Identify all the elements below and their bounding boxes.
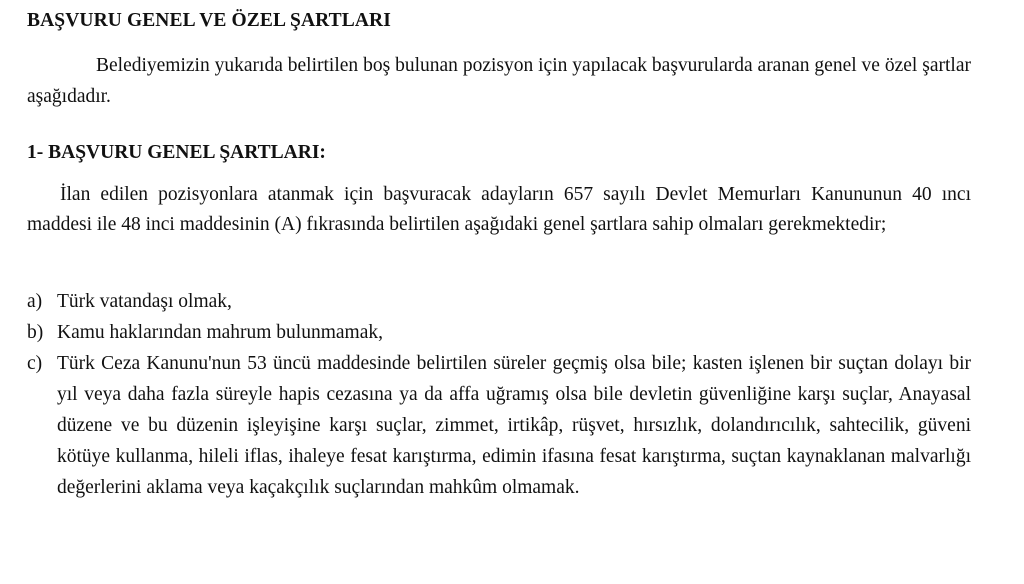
document-title: BAŞVURU GENEL VE ÖZEL ŞARTLARI	[27, 10, 391, 31]
condition-text: Türk vatandaşı olmak,	[57, 291, 232, 312]
condition-text: Türk Ceza Kanunu'nun 53 üncü maddesinde belirtilen süreler geçmiş olsa bile; kasten işlenen bir suçtan dolayı bir yıl veya daha fazla süreyle hapis cezasına ya da affa uğramış olsa bile devletin güvenliğine karşı suçlar, Anayasal düzene ve bu düzenin işleyişine karşı suçlar, zimmet, irtikâp, rüşvet, hırsızlık, dolandırıcılık, sahtecilik, güveni kötüye kullanma, hileli iflas, ihaleye fesat karıştırma, edimin ifasına fesat karıştırma, suçtan kaynaklanan malvarlığı değerlerini aklama veya kaçakçılık suçlarından mahkûm olmamak.	[57, 353, 971, 498]
intro-paragraph: Belediyemizin yukarıda belirtilen boş bulunan pozisyon için yapılacak başvurularda aranan genel ve özel şartlar aşağıdadır.	[27, 55, 971, 107]
condition-item	[27, 348, 971, 503]
condition-letter: a)	[27, 291, 43, 312]
condition-item	[27, 286, 971, 317]
condition-text: Kamu haklarından mahrum bulunmamak,	[57, 322, 383, 343]
condition-item	[27, 317, 971, 348]
condition-letter: c)	[27, 353, 43, 374]
condition-letter: b)	[27, 322, 44, 343]
section-paragraph: İlan edilen pozisyonlara atanmak için başvuracak adayların 657 sayılı Devlet Memurları Kanununun 40 ıncı maddesi ile 48 inci maddesinin (A) fıkrasında belirtilen aşağıdaki genel şartlara sahip olmaları gerekmektedir;	[27, 184, 971, 235]
section-heading: 1- BAŞVURU GENEL ŞARTLARI:	[27, 142, 326, 163]
conditions-list	[27, 286, 971, 503]
